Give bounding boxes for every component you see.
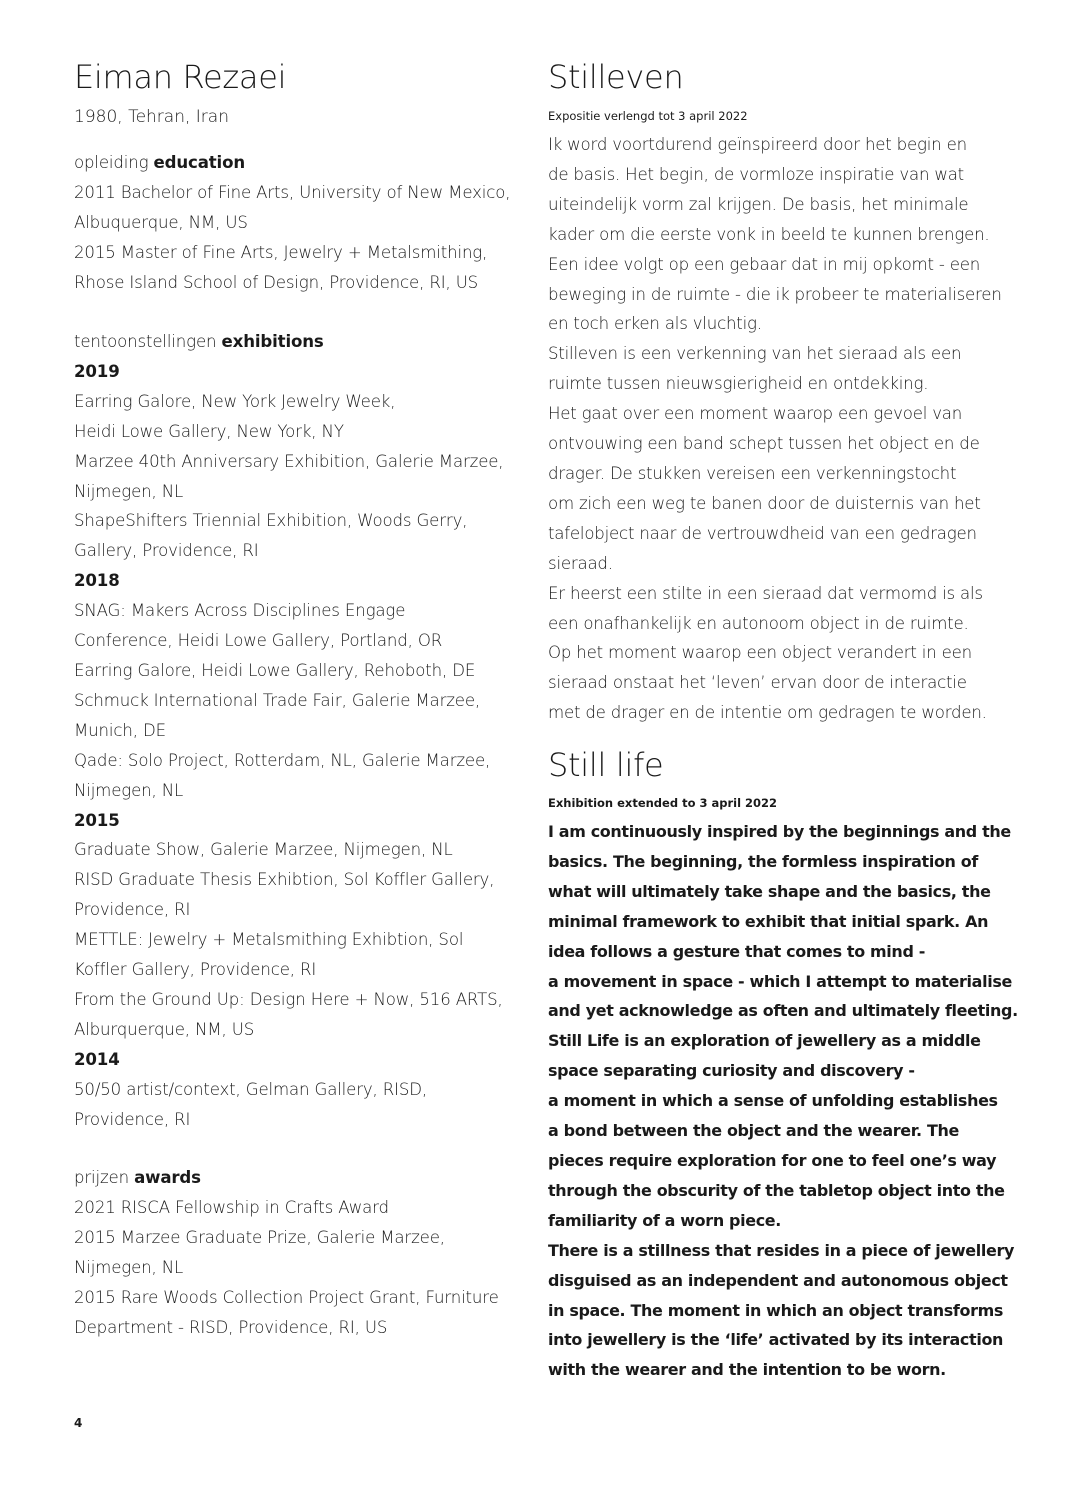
education-line: Albuquerque, NM, US	[74, 212, 248, 232]
statement-line: tafelobject naar de vertrouwdheid van een gedragen	[548, 523, 977, 543]
exhibitions-heading	[74, 327, 503, 357]
statement-line: ruimte tussen nieuwsgierigheid en ontdekking.	[548, 374, 929, 394]
education-heading	[74, 148, 510, 178]
exhibition-line: Munich, DE	[74, 720, 166, 740]
statement-line: a bond between the object and the wearer. The	[548, 1121, 959, 1141]
statement-line: uiteindelijk vorm zal krijgen. De basis, het minimale	[548, 194, 969, 214]
statement-line: de basis. Het begin, de vormloze inspiratie van wat	[548, 164, 964, 184]
statement-line: Een idee volgt op een gebaar dat in mij opkomt - een	[548, 254, 981, 274]
exhibition-line: Conference, Heidi Lowe Gallery, Portland, OR	[74, 631, 443, 651]
award-line: Department - RISD, Providence, RI, US	[74, 1317, 388, 1337]
english-statement	[548, 817, 1025, 1385]
education-line: 2015 Master of Fine Arts, Jewelry + Metalsmithing,	[74, 242, 488, 262]
year-heading: 2014	[74, 1049, 120, 1069]
statement-line: through the obscurity of the tabletop object into the	[548, 1180, 1005, 1200]
statement-line: sieraad onstaat het ‘leven’ ervan door de interactie	[548, 673, 967, 693]
statement-line: Er heerst een stilte in een sieraad dat vermomd is als	[548, 583, 983, 603]
exhibitions-list	[74, 357, 503, 1135]
statement-line: basics. The beginning, the formless inspiration of	[548, 851, 978, 871]
statement-line: idea follows a gesture that comes to mind -	[548, 941, 926, 961]
award-line: Nijmegen, NL	[74, 1257, 184, 1277]
exhibition-line: From the Ground Up: Design Here + Now, 516 ARTS,	[74, 989, 503, 1009]
exhibition-line: Providence, RI	[74, 1109, 191, 1129]
statement-line: disguised as an independent and autonomous object	[548, 1270, 1008, 1290]
statement-line: in space. The moment in which an object transforms	[548, 1300, 1004, 1320]
english-exhibition-note: Exhibition extended to 3 april 2022	[548, 796, 778, 810]
exhibition-line: Alburquerque, NM, US	[74, 1019, 255, 1039]
award-line: 2021 RISCA Fellowship in Crafts Award	[74, 1197, 389, 1217]
artist-name: Eiman Rezaei	[74, 58, 287, 96]
exhibition-line: SNAG: Makers Across Disciplines Engage	[74, 601, 406, 621]
exhibitions-label-nl: tentoonstellingen	[74, 332, 217, 351]
exhibition-line: Nijmegen, NL	[74, 481, 184, 501]
statement-line: en toch erken als vluchtig.	[548, 314, 762, 334]
exhibition-line: RISD Graduate Thesis Exhibtion, Sol Koffler Gallery,	[74, 870, 495, 890]
exhibition-line: Qade: Solo Project, Rotterdam, NL, Galerie Marzee,	[74, 750, 491, 770]
exhibition-line: Earring Galore, Heidi Lowe Gallery, Rehoboth, DE	[74, 660, 476, 680]
exhibition-line: Earring Galore, New York Jewelry Week,	[74, 391, 396, 411]
statement-line: a movement in space - which I attempt to materialise	[548, 971, 1012, 991]
exhibition-line: 50/50 artist/context, Gelman Gallery, RISD,	[74, 1079, 428, 1099]
dutch-title: Stilleven	[548, 58, 684, 96]
awards-label-nl: prijzen	[74, 1168, 129, 1187]
exhibition-line: METTLE: Jewelry + Metalsmithing Exhibtion, Sol	[74, 930, 464, 950]
statement-line: familiarity of a worn piece.	[548, 1210, 782, 1230]
statement-line: om zich een weg te banen door de duisternis van het	[548, 493, 981, 513]
exhibition-line: Marzee 40th Anniversary Exhibition, Galerie Marzee,	[74, 451, 504, 471]
dutch-exhibition-note: Expositie verlengd tot 3 april 2022	[548, 109, 748, 123]
awards-list	[74, 1193, 499, 1343]
statement-line: ontvouwing een band schept tussen het object en de	[548, 434, 980, 454]
statement-line: into jewellery is the ‘life’ activated by its interaction	[548, 1330, 1004, 1350]
statement-line: met de drager en de intentie om gedragen te worden.	[548, 703, 987, 723]
education-label-nl: opleiding	[74, 153, 149, 172]
year-heading: 2019	[74, 361, 120, 381]
statement-line: a moment in which a sense of unfolding establishes	[548, 1091, 998, 1111]
year-heading: 2018	[74, 571, 120, 591]
statement-line: what will ultimately take shape and the basics, the	[548, 881, 991, 901]
exhibition-line: Nijmegen, NL	[74, 780, 184, 800]
statement-line: Het gaat over een moment waarop een gevoel van	[548, 404, 963, 424]
exhibition-line: Graduate Show, Galerie Marzee, Nijmegen, NL	[74, 840, 453, 860]
artist-birth: 1980, Tehran, Iran	[74, 107, 229, 127]
exhibition-line: Koffler Gallery, Providence, RI	[74, 960, 317, 980]
awards-section	[74, 1163, 499, 1342]
education-line: 2011 Bachelor of Fine Arts, University of New Mexico,	[74, 182, 511, 202]
education-section	[74, 148, 510, 298]
statement-line: Ik word voortdurend geïnspireerd door het begin en	[548, 135, 967, 154]
education-line: Rhose Island School of Design, Providence, RI, US	[74, 272, 479, 292]
statement-line: minimal framework to exhibit that initial spark. An	[548, 911, 989, 931]
statement-line: Op het moment waarop een object verandert in een	[548, 643, 972, 663]
exhibition-line: Gallery, Providence, RI	[74, 541, 259, 561]
award-line: 2015 Marzee Graduate Prize, Galerie Marzee,	[74, 1227, 445, 1247]
dutch-statement	[548, 130, 1002, 728]
year-heading: 2015	[74, 810, 120, 830]
statement-line: There is a stillness that resides in a piece of jewellery	[548, 1240, 1015, 1260]
award-line: 2015 Rare Woods Collection Project Grant, Furniture	[74, 1287, 499, 1307]
statement-line: I am continuously inspired by the beginnings and the	[548, 822, 1011, 841]
education-list	[74, 178, 510, 298]
statement-line: drager. De stukken vereisen een verkenningstocht	[548, 463, 957, 483]
english-title: Still life	[548, 746, 664, 784]
statement-line: beweging in de ruimte - die ik probeer te materialiseren	[548, 284, 1002, 304]
exhibitions-section	[74, 327, 503, 1134]
exhibitions-label-en: exhibitions	[221, 332, 324, 351]
statement-line: kader om die eerste vonk in beeld te kunnen brengen.	[548, 224, 990, 244]
awards-heading	[74, 1163, 499, 1193]
statement-line: space separating curiosity and discovery -	[548, 1061, 915, 1081]
statement-line: Stilleven is een verkenning van het sieraad als een	[548, 344, 962, 364]
exhibition-line: ShapeShifters Triennial Exhibition, Woods Gerry,	[74, 511, 468, 531]
statement-line: with the wearer and the intention to be worn.	[548, 1360, 946, 1380]
exhibition-line: Heidi Lowe Gallery, New York, NY	[74, 421, 344, 441]
exhibition-line: Schmuck International Trade Fair, Galerie Marzee,	[74, 690, 481, 710]
statement-line: and yet acknowledge as often and ultimately fleeting.	[548, 1001, 1018, 1021]
education-label-en: education	[153, 153, 245, 172]
statement-line: een onafhankelijk en autonoom object in de ruimte.	[548, 613, 969, 633]
statement-line: pieces require exploration for one to feel one’s way	[548, 1150, 997, 1170]
statement-line: sieraad.	[548, 553, 613, 573]
page-number: 4	[74, 1416, 83, 1430]
exhibition-line: Providence, RI	[74, 900, 191, 920]
awards-label-en: awards	[134, 1168, 201, 1187]
statement-line: Still Life is an exploration of jewellery as a middle	[548, 1031, 981, 1051]
